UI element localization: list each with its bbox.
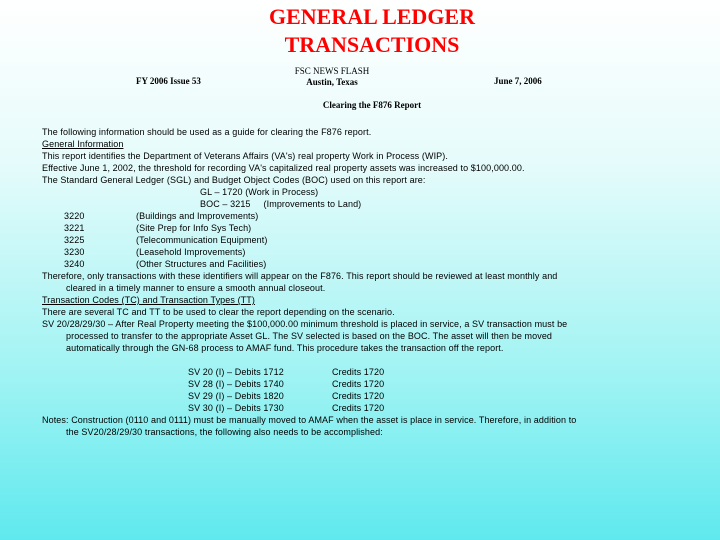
document-body bbox=[42, 126, 682, 438]
boc-code: 3240 bbox=[64, 259, 85, 269]
transaction-codes-line: There are several TC and TT to be used to clear the report depending on the scenario. bbox=[42, 307, 395, 317]
entry-row bbox=[42, 402, 682, 414]
boc-code-row bbox=[42, 258, 682, 270]
sv-procedure-line: SV 20/28/29/30 – After Real Property meeting the $100,000.00 minimum threshold is placed in service, a SV transaction must be bbox=[42, 319, 568, 329]
sv-procedure-line: automatically through the GN-68 process to AMAF fund. This procedure takes the transaction off the report. bbox=[66, 343, 504, 353]
entry-debit: SV 29 (I) – Debits 1820 bbox=[188, 391, 284, 401]
page-title-line-2: TRANSACTIONS bbox=[284, 32, 460, 57]
entry-credit: Credits 1720 bbox=[332, 379, 385, 389]
entry-credit: Credits 1720 bbox=[332, 391, 385, 401]
therefore-line-continued: cleared in a timely manner to ensure a smooth annual closeout. bbox=[66, 283, 326, 293]
therefore-line: Therefore, only transactions with these identifiers will appear on the F876. This report should be reviewed at least monthly and bbox=[42, 271, 558, 281]
newsletter-header bbox=[278, 66, 386, 88]
gl-code-line: GL – 1720 (Work in Process) bbox=[200, 187, 319, 197]
general-info-line: This report identifies the Department of Veterans Affairs (VA's) real property Work in Process (WIP). bbox=[42, 151, 448, 161]
entry-debit: SV 28 (I) – Debits 1740 bbox=[188, 379, 284, 389]
notes-line-continued: the SV20/28/29/30 transactions, the following also needs to be accomplished: bbox=[66, 427, 383, 437]
boc-code-row bbox=[42, 234, 682, 246]
boc-code: 3220 bbox=[64, 211, 85, 221]
boc-code-row bbox=[42, 210, 682, 222]
spacer bbox=[42, 354, 682, 366]
transaction-codes-heading: Transaction Codes (TC) and Transaction Types (TT) bbox=[42, 295, 255, 305]
entry-credit: Credits 1720 bbox=[332, 367, 385, 377]
notes-line: Notes: Construction (0110 and 0111) must be manually moved to AMAF when the asset is place in service. Therefore, in addition to bbox=[42, 415, 577, 425]
entry-debit: SV 20 (I) – Debits 1712 bbox=[188, 367, 284, 377]
boc-description: (Leasehold Improvements) bbox=[136, 247, 246, 257]
entry-credit: Credits 1720 bbox=[332, 403, 385, 413]
location-label: Austin, Texas bbox=[306, 77, 358, 87]
entry-debit: SV 30 (I) – Debits 1730 bbox=[188, 403, 284, 413]
general-info-line: Effective June 1, 2002, the threshold for recording VA's capitalized real property assets was increased to $100,000.00. bbox=[42, 163, 525, 173]
general-info-line: The Standard General Ledger (SGL) and Budget Object Codes (BOC) used on this report are: bbox=[42, 175, 426, 185]
page-title-line-1: GENERAL LEDGER bbox=[269, 4, 475, 29]
newsletter-name: FSC NEWS FLASH bbox=[294, 66, 370, 76]
intro-text: The following information should be used as a guide for clearing the F876 report. bbox=[42, 127, 372, 137]
boc-code: 3221 bbox=[64, 223, 85, 233]
boc-code-row bbox=[42, 246, 682, 258]
boc-code: 3230 bbox=[64, 247, 85, 257]
boc-description: (Buildings and Improvements) bbox=[136, 211, 259, 221]
sv-procedure-line: processed to transfer to the appropriate Asset GL. The SV selected is based on the BOC. The asset will then be moved bbox=[66, 331, 553, 341]
boc-code: 3225 bbox=[64, 235, 85, 245]
section-subtitle: Clearing the F876 Report bbox=[322, 100, 422, 110]
issue-label: FY 2006 Issue 53 bbox=[136, 76, 201, 86]
boc-description: (Telecommunication Equipment) bbox=[136, 235, 268, 245]
boc-description: (Other Structures and Facilities) bbox=[136, 259, 267, 269]
boc-description: (Site Prep for Info Sys Tech) bbox=[136, 223, 252, 233]
entry-row bbox=[42, 366, 682, 378]
entry-row bbox=[42, 378, 682, 390]
date-label: June 7, 2006 bbox=[494, 76, 542, 86]
boc-code-line: BOC – 3215 (Improvements to Land) bbox=[200, 199, 362, 209]
general-info-heading: General Information bbox=[42, 139, 124, 149]
page-title bbox=[0, 3, 720, 59]
entry-row bbox=[42, 390, 682, 402]
boc-code-row bbox=[42, 222, 682, 234]
